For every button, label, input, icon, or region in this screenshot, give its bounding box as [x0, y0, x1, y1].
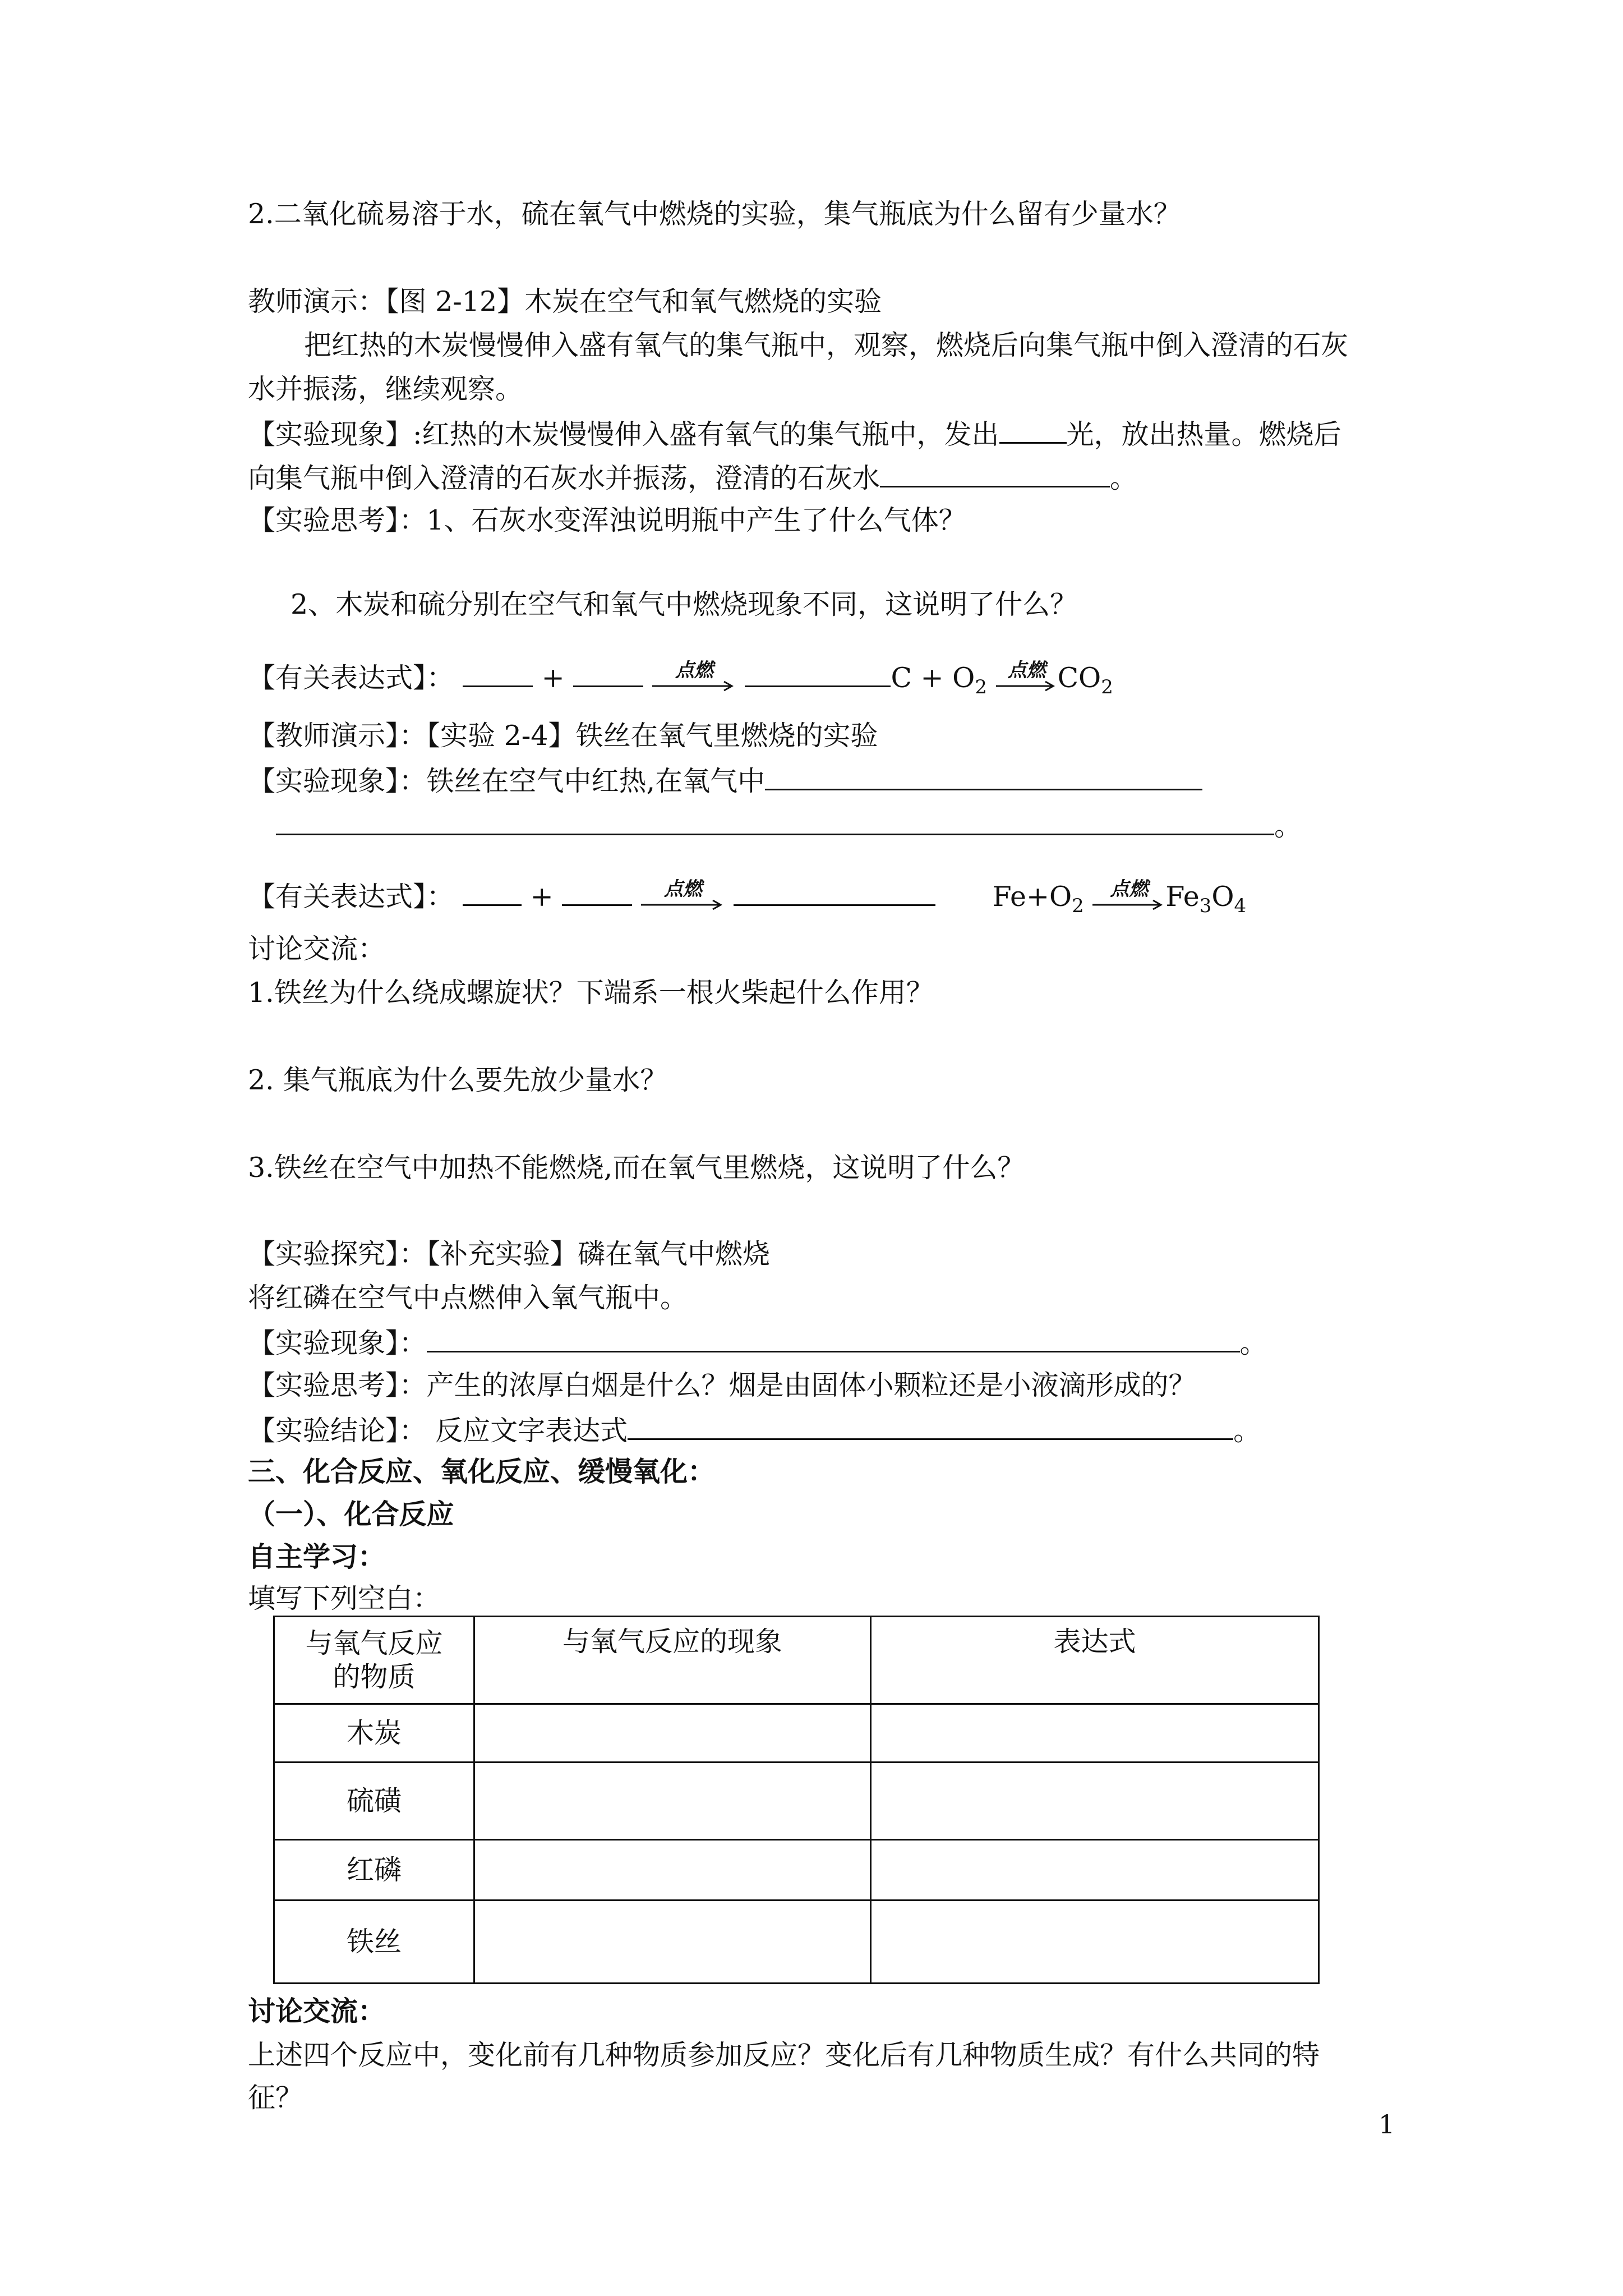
expression-charcoal: 【有关表达式】： + 点燃 $C + O_2$ 点燃 $CO_2$: [248, 659, 1113, 698]
blank-iron-phenomenon-1[interactable]: [765, 763, 1202, 790]
blank-product[interactable]: [745, 660, 891, 687]
phenomenon-phosphorus: 【实验现象】： 。: [248, 1325, 1267, 1360]
discussion-heading-1: 讨论交流：: [248, 933, 386, 965]
phenomenon-iron: 【实验现象】：铁丝在空气中红热,在氧气中: [248, 763, 1202, 798]
phenomenon-input-cell[interactable]: [474, 1704, 871, 1763]
expression-input-cell[interactable]: [871, 1840, 1319, 1901]
discussion-q2: 2. 集气瓶底为什么要先放少量水？: [248, 1064, 668, 1096]
table-header-row: [274, 1617, 1319, 1704]
blank-reactant-1[interactable]: [463, 660, 533, 687]
header-phenomenon: 与氧气反应的现象: [474, 1617, 871, 1704]
substance-cell: 硫磺: [274, 1763, 474, 1840]
header-substance: 与氧气反应 的物质: [274, 1617, 474, 1704]
ignite-arrow: 点燃: [996, 664, 1058, 697]
table-row: [274, 1901, 1319, 1984]
discussion-heading-2: 讨论交流：: [248, 1995, 386, 2027]
thinking-2: 2、木炭和硫分别在空气和氧气中燃烧现象不同，这说明了什么？: [291, 588, 1078, 620]
thinking-1: 【实验思考】：1、石灰水变浑浊说明瓶中产生了什么气体？: [248, 504, 966, 536]
final-question-2: 征？: [248, 2082, 303, 2114]
expression-input-cell[interactable]: [871, 1763, 1319, 1840]
blank-phosphorus-phenomenon[interactable]: [427, 1325, 1240, 1352]
question-2: 2.二氧化硫易溶于水，硫在氧气中燃烧的实验，集气瓶底为什么留有少量水？: [248, 198, 1181, 230]
substance-cell: 木炭: [274, 1704, 474, 1763]
section-3-1-title: （一）、化合反应: [248, 1498, 454, 1530]
substance-cell: 铁丝: [274, 1901, 474, 1984]
blank-reactant-2[interactable]: [573, 660, 643, 687]
page-number: 1: [1378, 2109, 1395, 2139]
substance-cell: 红磷: [274, 1840, 474, 1901]
blank-iron-product[interactable]: [734, 878, 935, 906]
table-row: [274, 1704, 1319, 1763]
discussion-q3: 3.铁丝在空气中加热不能燃烧,而在氧气里燃烧，这说明了什么？: [248, 1152, 1025, 1184]
discussion-q1: 1.铁丝为什么绕成螺旋状？下端系一根火柴起什么作用？: [248, 977, 934, 1009]
blank-iron-reactant-1[interactable]: [463, 878, 522, 906]
reaction-table: [273, 1616, 1320, 1984]
ignite-arrow: 点燃: [652, 664, 736, 697]
blank-light-color[interactable]: [999, 416, 1067, 444]
expression-iron: 【有关表达式】： + 点燃 $Fe+O_2$ 点燃 $Fe_3O_4$: [248, 877, 1247, 917]
blank-iron-phenomenon-2[interactable]: [276, 808, 1274, 835]
final-question-1: 上述四个反应中，变化前有几种物质参加反应？变化后有几种物质生成？有什么共同的特: [248, 2039, 1320, 2071]
conclusion-phosphorus: 【实验结论】： 反应文字表达式 。: [248, 1412, 1261, 1448]
ignite-arrow: 点燃: [641, 882, 725, 916]
table-row: [274, 1840, 1319, 1901]
exploration-text: 将红磷在空气中点燃伸入氧气瓶中。: [248, 1282, 688, 1314]
blank-limewater-change[interactable]: [880, 460, 1110, 487]
blank-iron-reactant-2[interactable]: [562, 878, 632, 906]
blank-word-equation[interactable]: [628, 1412, 1233, 1440]
phenomenon-input-cell[interactable]: [474, 1901, 871, 1984]
exploration-heading: 【实验探究】：【补充实验】磷在氧气中燃烧: [248, 1238, 771, 1270]
demo-charcoal-text-1: 把红热的木炭慢慢伸入盛有氧气的集气瓶中，观察，燃烧后向集气瓶中倒入澄清的石灰: [304, 329, 1349, 361]
self-study-heading: 自主学习：: [248, 1541, 386, 1573]
section-3-title: 三、化合反应、氧化反应、缓慢氧化：: [248, 1456, 716, 1488]
demo-charcoal-text-2: 水并振荡，继续观察。: [248, 373, 523, 405]
header-expression: 表达式: [871, 1617, 1319, 1704]
table-row: [274, 1763, 1319, 1840]
phenomenon-input-cell[interactable]: [474, 1840, 871, 1901]
phenomenon-input-cell[interactable]: [474, 1763, 871, 1840]
fill-instruction: 填写下列空白：: [248, 1582, 441, 1614]
phenomenon-charcoal-2: 向集气瓶中倒入澄清的石灰水并振荡，澄清的石灰水 。: [248, 460, 1137, 495]
phenomenon-iron-cont: 。: [276, 808, 1302, 843]
ignite-arrow: 点燃: [1092, 882, 1165, 916]
teacher-demo-iron: 【教师演示】：【实验 2-4】铁丝在氧气里燃烧的实验: [248, 720, 878, 752]
phenomenon-charcoal-1: 【实验现象】:红热的木炭慢慢伸入盛有氧气的集气瓶中，发出 光，放出热量。燃烧后: [248, 416, 1341, 452]
thinking-phosphorus: 【实验思考】：产生的浓厚白烟是什么？烟是由固体小颗粒还是小液滴形成的？: [248, 1369, 1196, 1401]
teacher-demo-charcoal: 教师演示：【图 2-12】木炭在空气和氧气燃烧的实验: [248, 286, 882, 318]
expression-input-cell[interactable]: [871, 1704, 1319, 1763]
expression-input-cell[interactable]: [871, 1901, 1319, 1984]
